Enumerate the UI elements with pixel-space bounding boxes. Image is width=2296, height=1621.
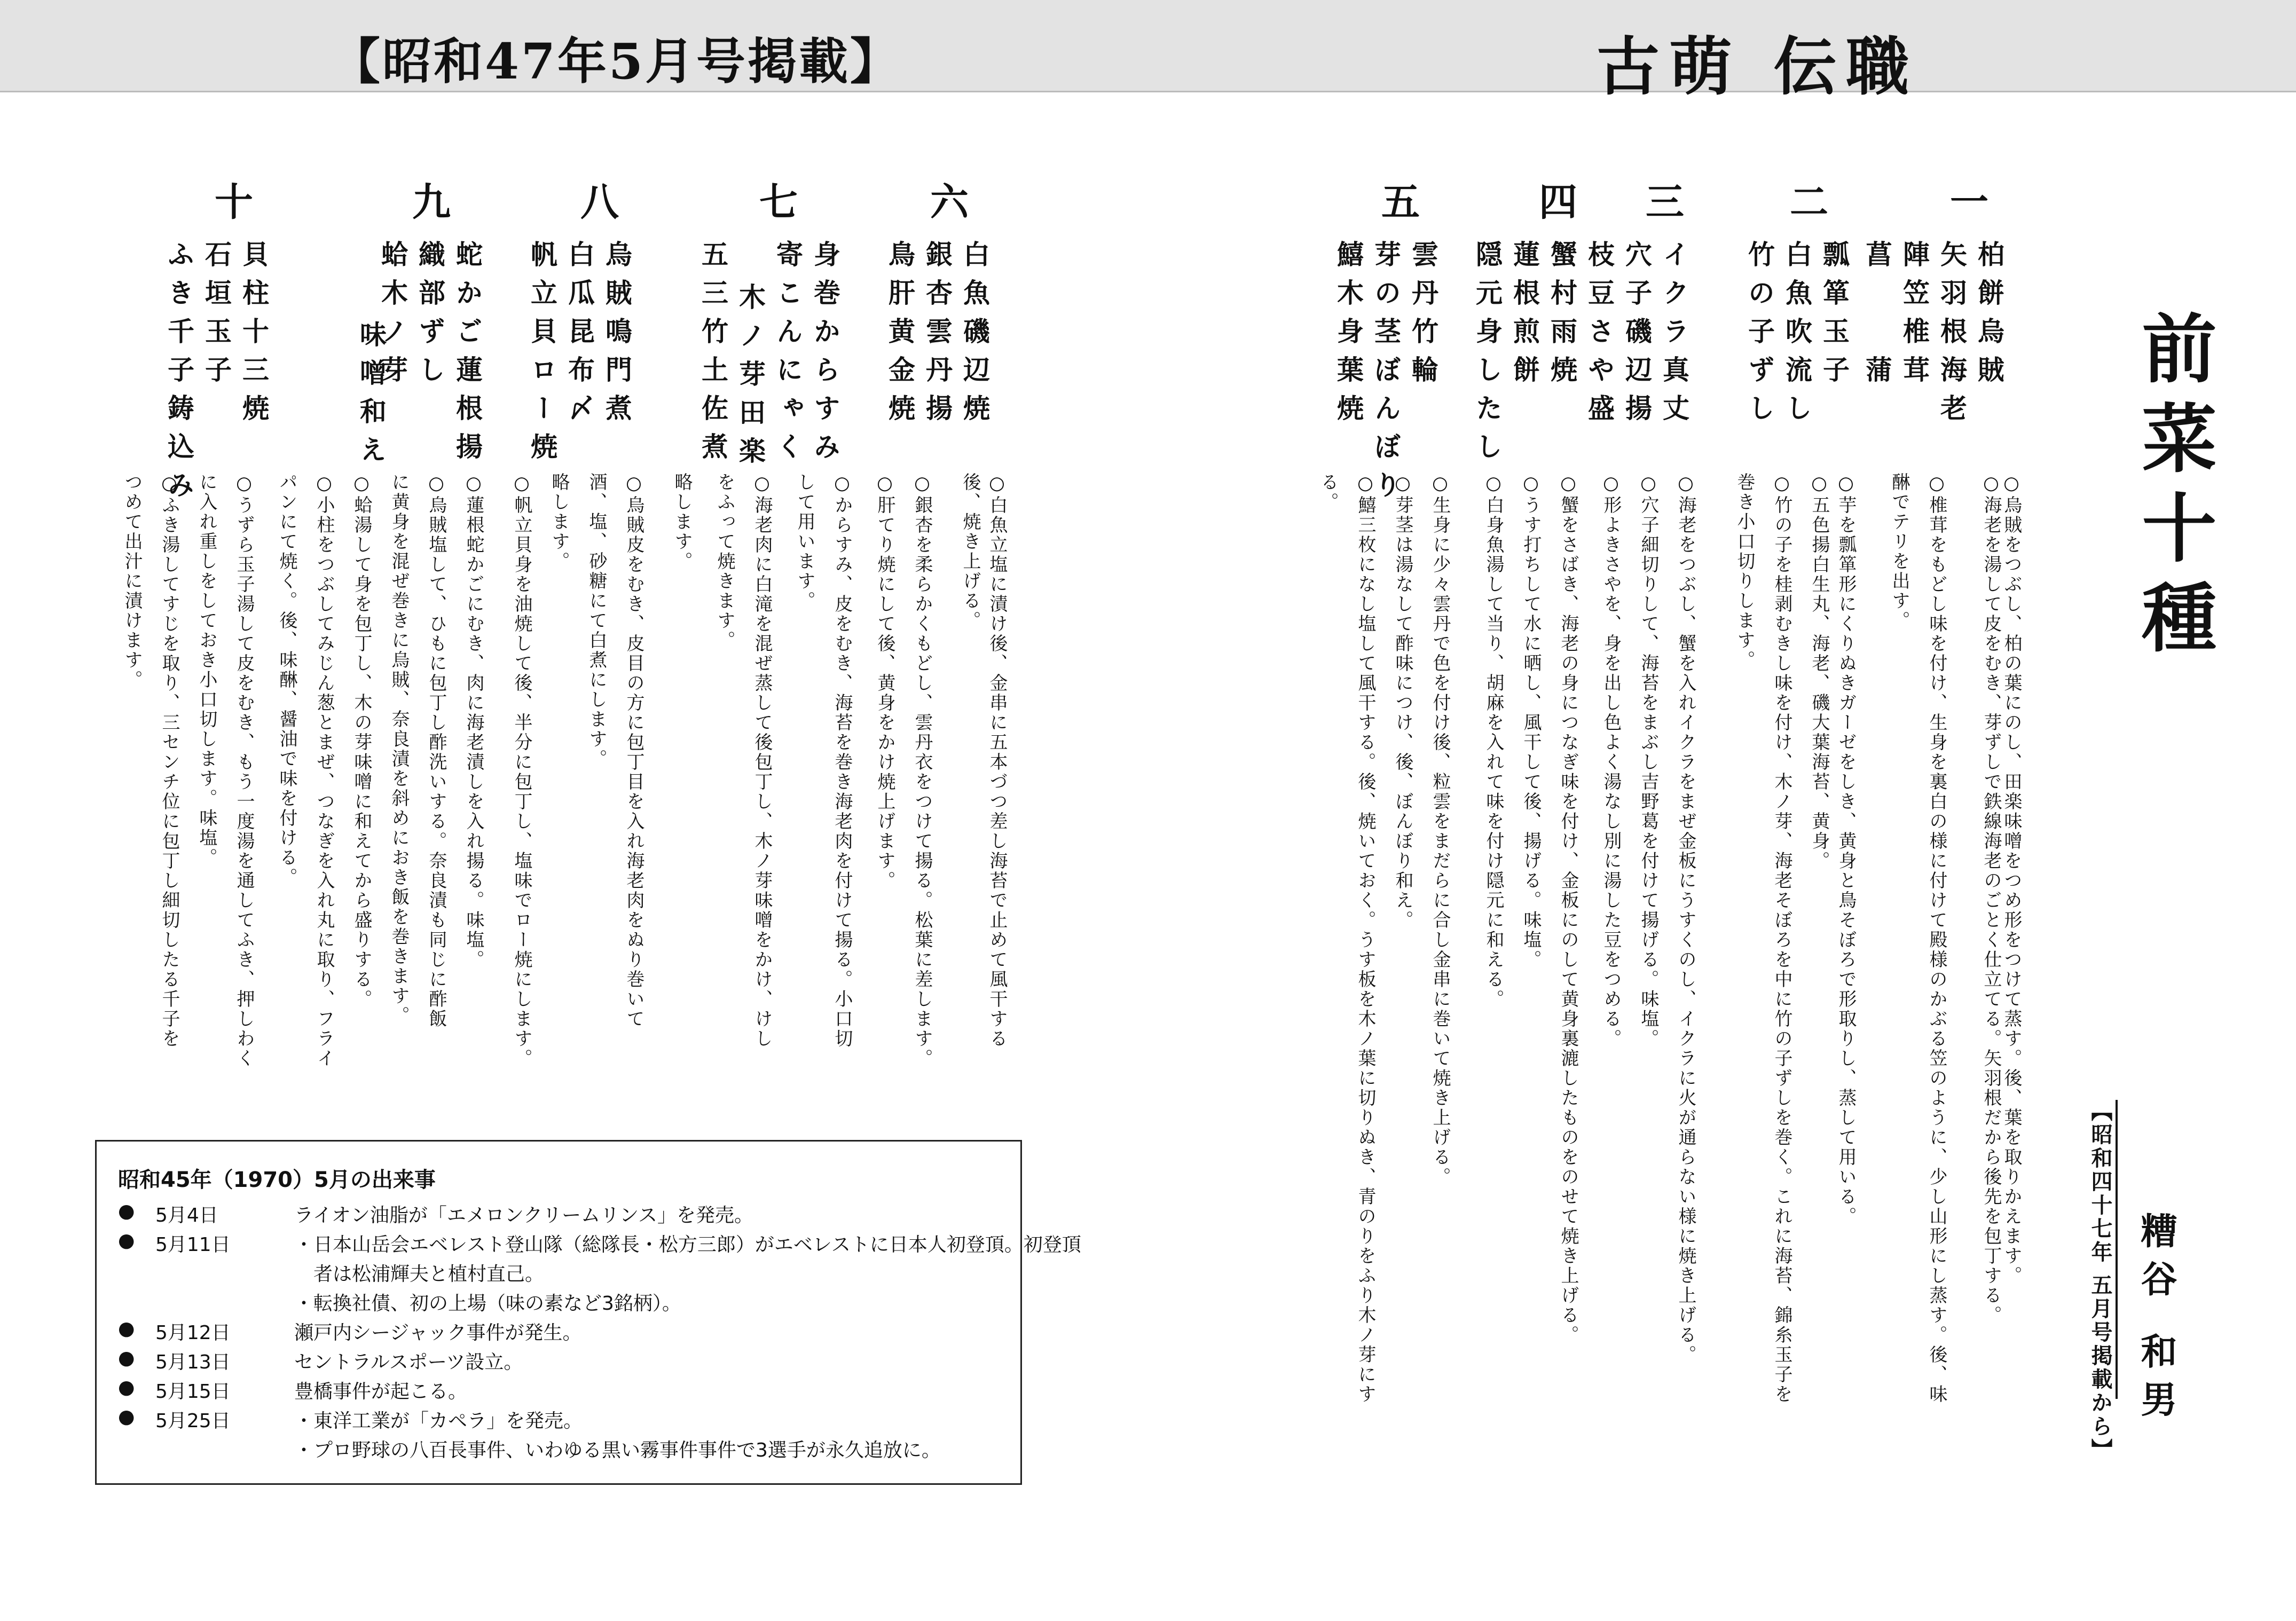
event-text: ・転換社債、初の上場（味の素など3銘柄）。 bbox=[294, 1293, 681, 1315]
recipe-line: 略します。 bbox=[671, 473, 693, 571]
dish-name: 寄こんにゃく bbox=[772, 240, 804, 471]
dish-name: 身巻からすみ bbox=[809, 240, 841, 471]
recipe-line: ○うす打ちして水に晒し、風干して後、揚げる。味塩。 bbox=[1520, 473, 1542, 970]
dish-name: 枝豆さや盛 bbox=[1584, 240, 1615, 432]
dish-name: 蛤木ノ芽 bbox=[377, 240, 408, 394]
recipe-line: ○五色揚白生丸、海老、磯大葉海苔、黄身。 bbox=[1809, 473, 1830, 871]
recipe-line: をふって焼きます。 bbox=[714, 473, 735, 650]
event-date: 5月25日 bbox=[155, 1410, 231, 1432]
events-box bbox=[95, 1140, 1081, 1485]
dish-name: 白魚吹流し bbox=[1781, 240, 1813, 432]
event-text: ・プロ野球の八百長事件、いわゆる黒い霧事件事件で3選手が永久追放に。 bbox=[294, 1439, 941, 1461]
event-date: 5月12日 bbox=[155, 1322, 231, 1344]
recipe-line: ○肝てり焼にして後、黄身をかけ焼上げます。 bbox=[874, 473, 895, 891]
recipe-line: パンにて焼く。後、味醂、醤油で味を付ける。 bbox=[276, 473, 297, 887]
dish-name: 銀杏雲丹揚 bbox=[922, 240, 953, 432]
dish-name: 瓢箪玉子 bbox=[1819, 240, 1850, 394]
item-number: 九 bbox=[406, 182, 451, 220]
page-header bbox=[0, 0, 2296, 104]
dish-name: 竹の子ずし bbox=[1744, 240, 1775, 432]
recipe-line: ○海老をつぶし、蟹を入れイクラをまぜ金板にうすくのし、イクラに火が通らない様に焼き上げる。 bbox=[1675, 473, 1696, 1365]
recipe-line: ○うずら玉子湯して皮をむき、もう一度湯を通してふき、押しわく bbox=[233, 473, 255, 1068]
recipe-line: ○竹の子を桂剥むきし味を付け、木ノ芽、海老そぼろを中に竹の子ずしを巻く。これに海苔、錦糸玉子を bbox=[1771, 473, 1792, 1404]
event-text: ・東洋工業が「カペラ」を発売。 bbox=[294, 1410, 583, 1432]
event-text: 瀬戸内シージャック事件が発生。 bbox=[294, 1322, 582, 1344]
dish-name: 蟹村雨焼 bbox=[1546, 240, 1578, 394]
item-number: 五 bbox=[1375, 182, 1420, 220]
dish-name: 鳥肝黄金焼 bbox=[884, 240, 916, 432]
bullet-icon: ● bbox=[118, 1200, 135, 1222]
dish-name: 矢羽根海老 bbox=[1936, 240, 1968, 432]
event-date: 5月4日 bbox=[155, 1205, 218, 1226]
issue-label: 【昭和47年5月号掲載】 bbox=[331, 33, 902, 90]
author-name: 糟谷 和男 bbox=[2135, 1212, 2177, 1429]
recipe-line: ○ふき湯してすじを取り、三センチ位に包丁し細切したる千子を bbox=[159, 473, 180, 1049]
item-number: 六 bbox=[924, 182, 969, 220]
recipe-line: ○烏賊をつぶし、柏の葉にのし、田楽味噌をつめ形をつけて蒸す。後、葉を取りかえます。 bbox=[2001, 473, 2022, 1286]
publication-logo: 古萌 伝職 bbox=[1597, 29, 1919, 104]
bullet-icon: ● bbox=[118, 1347, 135, 1369]
item-number: 三 bbox=[1639, 182, 1685, 220]
dish-name: 五三竹土佐煮 bbox=[697, 240, 729, 471]
dish-name: 織部ずし bbox=[414, 240, 446, 394]
dish-name: 貝柱十三焼 bbox=[238, 240, 270, 432]
recipe-line: ○生身に少々雲丹で色を付け後、粒雲をまだらに合し金串に巻いて焼き上げる。 bbox=[1429, 473, 1451, 1187]
dish-name: 陣笠椎茸 bbox=[1899, 240, 1930, 394]
recipe-line: る。 bbox=[1317, 473, 1339, 512]
event-text: 者は松浦輝夫と植村直己。 bbox=[294, 1263, 545, 1285]
dish-name: 白魚磯辺焼 bbox=[959, 240, 990, 432]
bullet-icon: ● bbox=[118, 1318, 135, 1340]
dish-name: 烏賊鳴門煮 bbox=[601, 240, 633, 432]
dish-name: 味噌和え bbox=[356, 320, 387, 474]
recipe-line: 酒、塩、砂糖にて白煮にします。 bbox=[586, 473, 607, 769]
events-title: 昭和45年（1970）5月の出来事 bbox=[118, 1168, 436, 1192]
recipe-line: に黄身を混ぜ巻きに烏賊、奈良漬を斜めにおき飯を巻きます。 bbox=[388, 473, 410, 1026]
event-text: ・日本山岳会エベレスト登山隊（総隊長・松方三郎）がエベレストに日本人初登頂。初登頂 bbox=[294, 1234, 1081, 1256]
dish-name: 芽の茎ぼんぼり bbox=[1370, 240, 1402, 509]
recipe-line: ○銀杏を柔らかくもどし、雲丹衣をつけて揚る。松葉に差します。 bbox=[911, 473, 933, 1068]
event-text: セントラルスポーツ設立。 bbox=[294, 1351, 523, 1373]
recipe-line: ○芽茎は湯なして酢味につけ、後、ぼんぼり和え。 bbox=[1392, 473, 1413, 930]
dish-name: 石垣玉子 bbox=[201, 240, 232, 394]
dish-name: 鱚木身葉焼 bbox=[1333, 240, 1364, 432]
dish-name: ふき千子鋳込み bbox=[163, 240, 195, 509]
bullet-icon: ● bbox=[118, 1376, 135, 1398]
bullet-icon: ● bbox=[118, 1230, 135, 1252]
recipe-line: ○帆立貝身を油焼して後、半分に包丁し、塩味でロー焼にします。 bbox=[511, 473, 532, 1068]
dish-name: イクラ真丈 bbox=[1658, 240, 1690, 432]
recipe-line: して用います。 bbox=[794, 473, 815, 611]
recipe-line: ○芋を瓢箪形にくりぬきガーゼをしき、黄身と鳥そぼろで形取りし、蒸して用いる。 bbox=[1835, 473, 1857, 1226]
dish-name: 蛇かご蓮根揚 bbox=[452, 240, 483, 471]
dish-name: 白瓜昆布〆 bbox=[564, 240, 595, 432]
item-number: 四 bbox=[1532, 182, 1578, 220]
item-number: 八 bbox=[574, 182, 619, 220]
event-date: 5月11日 bbox=[155, 1234, 231, 1256]
recipe-line: ○白身魚湯して当り、胡麻を入れて味を付け隠元に和える。 bbox=[1483, 473, 1504, 1009]
recipe-line: ○烏賊皮をむき、皮目の方に包丁目を入れ海老肉をぬり巻いて bbox=[623, 473, 644, 1029]
recipe-line: ○蛤湯して身を包丁し、木の芽味噌に和えてから盛りする。 bbox=[351, 473, 372, 1009]
page-title: 前菜十種 bbox=[2129, 310, 2217, 668]
recipe-line: ○烏賊塩して、ひもに包丁し酢洗いする。奈良漬も同じに酢飯 bbox=[426, 473, 447, 1029]
recipe-line: 後、焼き上げる。 bbox=[960, 473, 981, 631]
dish-name: 柏餅烏賊 bbox=[1973, 240, 2005, 394]
item-number: 一 bbox=[1944, 182, 1989, 220]
recipe-line: 略します。 bbox=[548, 473, 570, 571]
dish-name: 帆立貝ロー焼 bbox=[526, 240, 558, 471]
recipe-line: ○椎茸をもどし味を付け、生身を裏白の様に付けて殿様のかぶる笠のように、少し山形にし蒸す。後、味 bbox=[1926, 473, 1947, 1404]
recipe-line: ○蟹をさばき、海老の身につなぎ味を付け、金板にのして黄身裏漉したものをのせて焼き上げる。 bbox=[1558, 473, 1579, 1345]
recipe-line: 醂でテリを出す。 bbox=[1889, 473, 1910, 631]
event-date: 5月15日 bbox=[155, 1381, 231, 1403]
event-text: ライオン油脂が「エメロンクリームリンス」を発売。 bbox=[294, 1205, 754, 1226]
recipe-line: ○蓮根蛇かごにむき、肉に海老漬しを入れ揚る。味塩。 bbox=[463, 473, 484, 970]
recipe-line: ○海老肉に白滝を混ぜ蒸して後包丁し、木ノ芽味噌をかけ、けし bbox=[751, 473, 773, 1049]
dish-name: 穴子磯辺揚 bbox=[1621, 240, 1653, 432]
dish-name: 菖 蒲 bbox=[1861, 240, 1893, 394]
recipe-line: ○海老を湯して皮をむき、芽ずしで鉄線海老のごとく仕立てる。矢羽根だから後先を包丁する。 bbox=[1980, 473, 2002, 1325]
source-note: 【昭和四十七年 五月号掲載から】 bbox=[2088, 1100, 2113, 1462]
recipe-line: ○からすみ、皮をむき、海苔を巻き海老肉を付けて揚る。小口切 bbox=[831, 473, 853, 1049]
dish-name: 雲丹竹輪 bbox=[1408, 240, 1439, 394]
item-number: 二 bbox=[1783, 182, 1829, 220]
recipe-line: ○白魚立塩に漬け後、金串に五本づつ差し海苔で止めて風干する bbox=[986, 473, 1008, 1049]
recipe-line: ○小柱をつぶしてみじん葱とまぜ、つなぎを入れ丸に取り、フライ bbox=[313, 473, 335, 1068]
source-rule bbox=[2116, 1100, 2118, 1399]
recipe-line: ○穴子細切りして、海苔をまぶし吉野葛を付けて揚げる。味塩。 bbox=[1638, 473, 1659, 1049]
event-text: 豊橋事件が起こる。 bbox=[294, 1381, 468, 1403]
item-number: 七 bbox=[753, 182, 798, 220]
dish-name: 蓮根煎餅 bbox=[1509, 240, 1540, 394]
recipe-line: 巻き小口切りします。 bbox=[1734, 473, 1755, 670]
dish-name: 隠元身したし bbox=[1472, 240, 1503, 471]
recipe-line: ○鱚三枚になし塩して風干する。後、焼いておく。うす板を木ノ葉に切りぬき、青のりをふり木ノ芽にす bbox=[1355, 473, 1376, 1404]
recipe-line: つめて出汁に漬けます。 bbox=[121, 473, 143, 690]
bullet-icon: ● bbox=[118, 1406, 135, 1428]
item-number: 十 bbox=[208, 182, 254, 220]
dish-name: 木ノ芽田楽 bbox=[735, 283, 766, 475]
recipe-line: に入れ重しをしておき小口切します。味塩。 bbox=[196, 473, 217, 868]
recipe-line: ○形よきさやを、身を出し色よく湯なし別に湯した豆をつめる。 bbox=[1600, 473, 1622, 1049]
event-date: 5月13日 bbox=[155, 1351, 231, 1373]
